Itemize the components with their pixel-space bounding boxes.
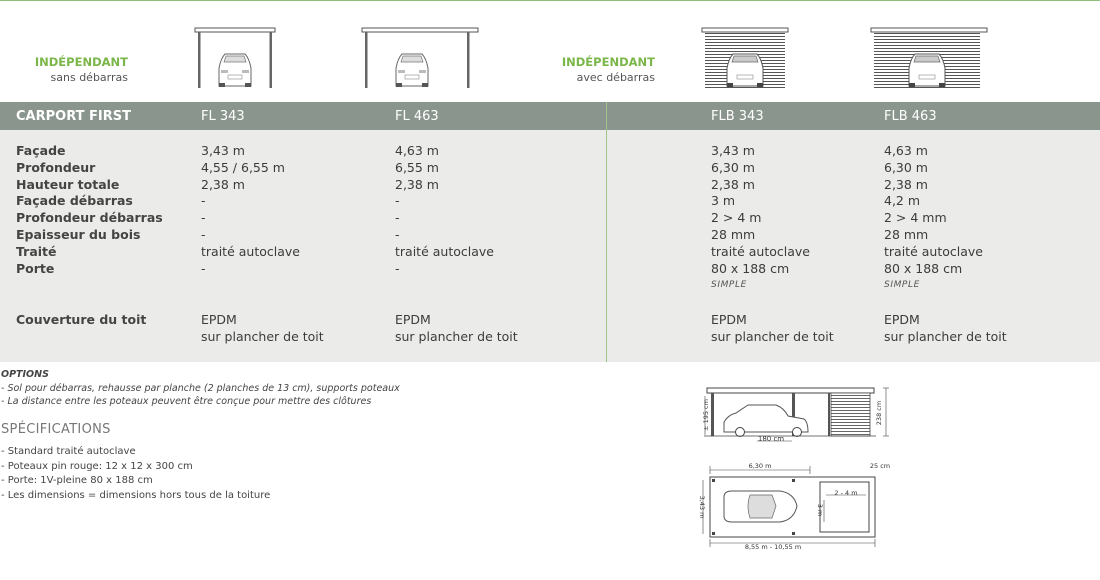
category-label-without-shed <box>30 55 128 85</box>
specifications-title: SPÉCIFICATIONS <box>1 422 111 437</box>
overhang-label: 25 cm <box>869 462 891 470</box>
row-label: Profondeur débarras <box>16 210 163 226</box>
carport-fl343-icon <box>195 28 275 90</box>
table-column-divider <box>606 102 607 362</box>
options-section <box>1 368 400 409</box>
model-flb463-header: FLB 463 <box>884 109 937 124</box>
total-length-label: 8,55 m - 10,55 m <box>744 543 802 551</box>
roof-cell-flb343 <box>711 311 834 345</box>
roof-support: sur plancher de toit <box>395 329 518 344</box>
roof-material: EPDM <box>884 312 920 327</box>
table-cell: 2,38 m <box>711 176 755 192</box>
table-cell: traité autoclave <box>884 243 983 259</box>
table-cell: 6,55 m <box>395 159 439 175</box>
roof-support: sur plancher de toit <box>201 329 324 344</box>
plan-view-diagram <box>700 460 896 552</box>
roof-cell-fl463 <box>395 311 518 345</box>
table-cell: 28 mm <box>884 226 929 242</box>
spec-item: - Les dimensions = dimensions hors tous de la toiture <box>1 489 271 501</box>
table-cell: 2 > 4 mm <box>884 210 947 226</box>
column-flb463 <box>884 143 983 294</box>
roof-support: sur plancher de toit <box>884 329 1007 344</box>
row-label: Porte <box>16 260 55 276</box>
table-cell: - <box>395 193 400 209</box>
table-cell: - <box>201 193 206 209</box>
table-cell: 3 m <box>711 193 736 209</box>
table-cell: 6,30 m <box>884 159 928 175</box>
table-cell: - <box>201 260 206 276</box>
model-fl463-header: FL 463 <box>395 109 439 124</box>
column-flb343 <box>711 143 810 294</box>
door-type: SIMPLE <box>884 280 920 291</box>
side-elevation-diagram <box>700 384 900 450</box>
table-title: CARPORT FIRST <box>16 109 131 124</box>
table-cell: 80 x 188 cm <box>711 260 790 276</box>
table-cell: 2,38 m <box>884 176 928 192</box>
spec-item: - Poteaux pin rouge: 12 x 12 x 300 cm <box>1 460 193 472</box>
plan-width-label: 3,43 m <box>698 495 706 519</box>
table-cell: 4,55 / 6,55 m <box>201 159 285 175</box>
carport-fl463-icon <box>362 28 478 90</box>
row-label: Façade débarras <box>16 193 133 209</box>
table-cell: 4,63 m <box>395 143 439 158</box>
table-cell: - <box>395 210 400 226</box>
roof-material: EPDM <box>201 312 237 327</box>
column-fl463 <box>395 143 494 277</box>
options-title: OPTIONS <box>1 369 49 380</box>
table-cell: 80 x 188 cm <box>884 260 963 276</box>
post-gap-label: 180 cm <box>757 435 785 443</box>
option-item: - La distance entre les poteaux peuvent être conçue pour mettre des clôtures <box>1 396 372 407</box>
table-cell: - <box>201 210 206 226</box>
shed-width-label: 3 m <box>816 503 824 517</box>
column-fl343 <box>201 143 300 277</box>
roof-cell-flb463 <box>884 311 1007 345</box>
table-cell: traité autoclave <box>711 243 810 259</box>
row-labels <box>16 143 163 277</box>
spec-item: - Porte: 1V-pleine 80 x 188 cm <box>1 475 153 486</box>
category-subtitle: sans débarras <box>50 71 128 84</box>
row-label: Epaisseur du bois <box>16 226 141 242</box>
table-cell: 2,38 m <box>395 176 439 192</box>
roof-material: EPDM <box>711 312 747 327</box>
table-cell: - <box>395 260 400 276</box>
table-cell: 28 mm <box>711 226 756 242</box>
table-cell: 4,2 m <box>884 193 921 209</box>
row-label: Traité <box>16 243 57 259</box>
door-type: SIMPLE <box>711 280 747 291</box>
model-flb343-header: FLB 343 <box>711 109 764 124</box>
plan-length-label: 6,30 m <box>748 462 772 470</box>
option-item: - Sol pour débarras, rehausse par planche (2 planches de 13 cm), supports poteaux <box>1 382 400 394</box>
carport-flb343-icon <box>702 28 788 90</box>
model-fl343-header: FL 343 <box>201 109 245 124</box>
total-height-label: 238 cm <box>875 400 883 426</box>
top-divider-line <box>0 0 1100 1</box>
shed-depth-label: 2 - 4 m <box>834 489 858 497</box>
table-cell: - <box>201 226 206 242</box>
spec-item: - Standard traité autoclave <box>1 446 136 457</box>
table-cell: 4,63 m <box>884 143 928 158</box>
roof-support: sur plancher de toit <box>711 329 834 344</box>
table-cell: 6,30 m <box>711 159 755 175</box>
row-label: Hauteur totale <box>16 176 120 192</box>
table-cell: 3,43 m <box>711 143 755 158</box>
carport-flb463-icon <box>871 28 987 90</box>
category-title: INDÉPENDANT <box>561 55 655 69</box>
roof-label: Couverture du toit <box>16 312 147 327</box>
category-label-with-shed <box>550 55 655 85</box>
category-subtitle: avec débarras <box>576 71 655 84</box>
table-cell: 2 > 4 m <box>711 210 762 226</box>
category-title: INDÉPENDANT <box>34 55 128 69</box>
table-cell: traité autoclave <box>395 243 494 259</box>
table-header <box>0 102 1100 130</box>
row-label: Profondeur <box>16 159 96 175</box>
roof-material: EPDM <box>395 312 431 327</box>
row-label: Façade <box>16 143 66 158</box>
table-cell: 2,38 m <box>201 176 245 192</box>
specifications-list <box>1 445 270 503</box>
table-cell: 3,43 m <box>201 143 245 158</box>
roof-cell-fl343 <box>201 311 324 345</box>
side-height-label: ± 195 cm <box>702 399 710 431</box>
table-cell: traité autoclave <box>201 243 300 259</box>
table-cell: - <box>395 226 400 242</box>
